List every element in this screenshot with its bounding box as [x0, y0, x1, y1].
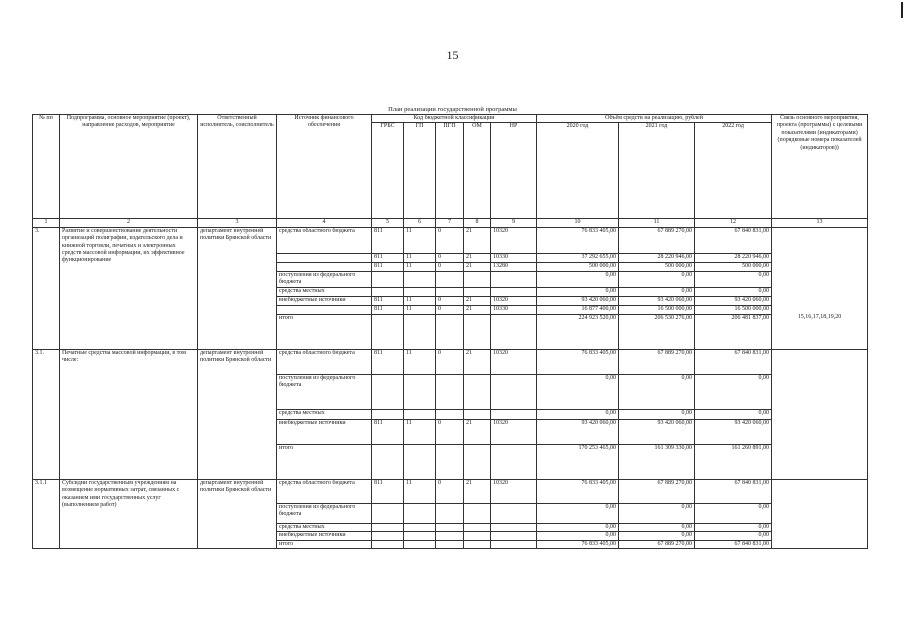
source-cell: итого: [277, 540, 372, 548]
source-cell: средства местных: [277, 287, 372, 296]
column-number: 6: [404, 219, 436, 227]
value-2021: 161 309 330,00: [619, 444, 695, 479]
pgp-cell: 0: [436, 253, 464, 262]
nr-cell: [491, 409, 537, 419]
value-2022: 28 220 946,00: [695, 253, 772, 262]
header-link: Связь основного мероприятия, проекта (программы) с целевыми показателями (индикаторами) (порядковые номера показателей (индикаторов)): [772, 115, 868, 219]
om-cell: 21: [464, 296, 491, 305]
nr-cell: [491, 503, 537, 523]
value-2021: 93 420 060,00: [619, 419, 695, 444]
value-2020: 0,00: [537, 271, 619, 287]
nr-cell: [491, 287, 537, 296]
section-number: 3.1.1: [33, 479, 60, 548]
grbs-cell: [372, 532, 404, 540]
value-2022: 0,00: [695, 409, 772, 419]
value-2020: 93 420 060,00: [537, 296, 619, 305]
section-name: Развитие и совершенствование деятельности организаций полиграфии, издательского дела и книжной торговли, печатных и электронных средств массовой информации, их эффективное функционирование: [60, 227, 198, 349]
om-cell: [464, 314, 491, 349]
gp-cell: [404, 409, 436, 419]
value-2022: 206 481 837,00: [695, 314, 772, 349]
table-row: [33, 349, 868, 374]
source-cell: средства местных: [277, 523, 372, 531]
gp-cell: [404, 314, 436, 349]
om-cell: [464, 287, 491, 296]
source-cell: средства областного бюджета: [277, 479, 372, 503]
column-number: 2: [60, 219, 198, 227]
scan-edge-mark: [901, 2, 903, 18]
value-2022: 161 260 891,00: [695, 444, 772, 479]
source-cell: внебюджетные источники: [277, 532, 372, 540]
gp-cell: 11: [404, 479, 436, 503]
nr-cell: 10330: [491, 305, 537, 314]
value-2021: 0,00: [619, 523, 695, 531]
grbs-cell: 811: [372, 349, 404, 374]
table-caption: План реализации государственной программы: [388, 106, 517, 113]
header-pgp: ПГП: [436, 123, 464, 219]
column-number: 8: [464, 219, 491, 227]
value-2021: 500 000,00: [619, 262, 695, 271]
nr-cell: 10320: [491, 349, 537, 374]
value-2022: 67 840 831,00: [695, 227, 772, 253]
column-number: 13: [772, 219, 868, 227]
om-cell: [464, 374, 491, 409]
source-cell: [277, 253, 372, 262]
column-number: 5: [372, 219, 404, 227]
pgp-cell: [436, 314, 464, 349]
value-2021: 206 530 276,00: [619, 314, 695, 349]
value-2020: 0,00: [537, 287, 619, 296]
gp-cell: [404, 287, 436, 296]
header-om: ОМ: [464, 123, 491, 219]
program-plan-table: [32, 114, 868, 549]
value-2021: 67 889 270,00: [619, 349, 695, 374]
nr-cell: 10320: [491, 296, 537, 305]
header-grbs: ГРБС: [372, 123, 404, 219]
grbs-cell: [372, 271, 404, 287]
nr-cell: [491, 314, 537, 349]
om-cell: 21: [464, 253, 491, 262]
nr-cell: 10320: [491, 227, 537, 253]
grbs-cell: 811: [372, 262, 404, 271]
nr-cell: 13280: [491, 262, 537, 271]
nr-cell: [491, 540, 537, 548]
value-2021: 0,00: [619, 532, 695, 540]
value-2020: 0,00: [537, 523, 619, 531]
section-3: [33, 227, 868, 349]
grbs-cell: [372, 409, 404, 419]
column-number: 7: [436, 219, 464, 227]
indicator-link: [772, 479, 868, 548]
table-row: [33, 479, 868, 503]
header-subprogram: Подпрограмма, основное мероприятие (проект), направление расходов, мероприятие: [60, 115, 198, 219]
value-2020: 37 292 655,00: [537, 253, 619, 262]
section-3-1: [33, 349, 868, 479]
om-cell: 21: [464, 227, 491, 253]
grbs-cell: [372, 314, 404, 349]
grbs-cell: 811: [372, 305, 404, 314]
value-2020: 0,00: [537, 409, 619, 419]
source-cell: итого: [277, 314, 372, 349]
om-cell: 21: [464, 479, 491, 503]
column-number: 11: [619, 219, 695, 227]
value-2022: 67 840 831,00: [695, 349, 772, 374]
header-2022: 2022 год: [695, 123, 772, 219]
nr-cell: 10330: [491, 253, 537, 262]
source-cell: поступления из федерального бюджета: [277, 503, 372, 523]
section-name: Субсидии государственным учреждениям на возмещение нормативных затрат, связанных с оказанием ими государственных услуг (выполнением работ): [60, 479, 198, 548]
pgp-cell: 0: [436, 305, 464, 314]
header-executor: Ответственный исполнитель, соисполнитель: [198, 115, 277, 219]
value-2022: 0,00: [695, 503, 772, 523]
value-2022: 67 840 831,00: [695, 540, 772, 548]
grbs-cell: [372, 444, 404, 479]
indicator-link: [772, 349, 868, 479]
value-2021: 67 889 270,00: [619, 540, 695, 548]
gp-cell: 11: [404, 262, 436, 271]
column-number: 1: [33, 219, 60, 227]
om-cell: [464, 444, 491, 479]
nr-cell: [491, 523, 537, 531]
om-cell: 21: [464, 419, 491, 444]
grbs-cell: 811: [372, 253, 404, 262]
column-number: 10: [537, 219, 619, 227]
section-3-1-1: [33, 479, 868, 548]
grbs-cell: 811: [372, 479, 404, 503]
value-2020: 0,00: [537, 374, 619, 409]
gp-cell: [404, 523, 436, 531]
value-2022: 67 840 831,00: [695, 479, 772, 503]
gp-cell: 11: [404, 253, 436, 262]
section-executor: департамент внутренней политики Брянской области: [198, 349, 277, 479]
grbs-cell: 811: [372, 227, 404, 253]
header-source: Источник финансового обеспечения: [277, 115, 372, 219]
value-2022: 93 420 060,00: [695, 296, 772, 305]
column-number: 3: [198, 219, 277, 227]
section-executor: департамент внутренней политики Брянской области: [198, 227, 277, 349]
pgp-cell: [436, 540, 464, 548]
column-number-row: [33, 219, 868, 227]
om-cell: 21: [464, 262, 491, 271]
om-cell: 21: [464, 305, 491, 314]
source-cell: средства местных: [277, 409, 372, 419]
value-2022: 0,00: [695, 532, 772, 540]
om-cell: [464, 271, 491, 287]
value-2022: 500 000,00: [695, 262, 772, 271]
nr-cell: [491, 444, 537, 479]
header-code-group: Код бюджетной классификации: [372, 115, 537, 123]
pgp-cell: [436, 287, 464, 296]
value-2020: 170 253 465,00: [537, 444, 619, 479]
value-2021: 16 500 000,00: [619, 305, 695, 314]
grbs-cell: [372, 523, 404, 531]
value-2022: 16 500 000,00: [695, 305, 772, 314]
value-2021: 0,00: [619, 271, 695, 287]
source-cell: [277, 305, 372, 314]
header-volume-group: Объём средств на реализацию, рублей: [537, 115, 772, 123]
pgp-cell: 0: [436, 227, 464, 253]
section-number: 3.: [33, 227, 60, 349]
column-number: 9: [491, 219, 537, 227]
value-2020: 0,00: [537, 503, 619, 523]
header-nr: НР: [491, 123, 537, 219]
value-2020: 76 833 405,00: [537, 540, 619, 548]
source-cell: внебюджетные источники: [277, 296, 372, 305]
gp-cell: [404, 444, 436, 479]
nr-cell: [491, 271, 537, 287]
source-cell: средства областного бюджета: [277, 349, 372, 374]
gp-cell: 11: [404, 349, 436, 374]
gp-cell: [404, 503, 436, 523]
section-name: Печатные средства массовой информации, в том числе:: [60, 349, 198, 479]
om-cell: 21: [464, 349, 491, 374]
value-2021: 0,00: [619, 503, 695, 523]
value-2021: 0,00: [619, 409, 695, 419]
grbs-cell: [372, 374, 404, 409]
pgp-cell: [436, 503, 464, 523]
value-2021: 67 889 270,00: [619, 479, 695, 503]
value-2021: 93 420 060,00: [619, 296, 695, 305]
value-2020: 76 833 405,00: [537, 227, 619, 253]
source-cell: средства областного бюджета: [277, 227, 372, 253]
nr-cell: 10320: [491, 419, 537, 444]
table-header: [33, 115, 868, 228]
gp-cell: [404, 532, 436, 540]
header-2021: 2021 год: [619, 123, 695, 219]
source-cell: поступления из федерального бюджета: [277, 374, 372, 409]
column-number: 4: [277, 219, 372, 227]
grbs-cell: 811: [372, 419, 404, 444]
pgp-cell: [436, 523, 464, 531]
nr-cell: [491, 374, 537, 409]
section-executor: департамент внутренней политики Брянской области: [198, 479, 277, 548]
value-2021: 28 220 946,00: [619, 253, 695, 262]
value-2020: 0,00: [537, 532, 619, 540]
value-2021: 67 889 270,00: [619, 227, 695, 253]
pgp-cell: 0: [436, 479, 464, 503]
value-2020: 224 923 520,00: [537, 314, 619, 349]
nr-cell: [491, 532, 537, 540]
pgp-cell: 0: [436, 419, 464, 444]
pgp-cell: [436, 444, 464, 479]
pgp-cell: [436, 532, 464, 540]
value-2021: 0,00: [619, 287, 695, 296]
value-2020: 16 877 400,00: [537, 305, 619, 314]
gp-cell: [404, 374, 436, 409]
pgp-cell: [436, 271, 464, 287]
gp-cell: 11: [404, 296, 436, 305]
source-cell: внебюджетные источники: [277, 419, 372, 444]
grbs-cell: [372, 287, 404, 296]
om-cell: [464, 503, 491, 523]
gp-cell: [404, 271, 436, 287]
grbs-cell: [372, 503, 404, 523]
grbs-cell: [372, 540, 404, 548]
pgp-cell: 0: [436, 262, 464, 271]
value-2022: 0,00: [695, 271, 772, 287]
header-num: № пп: [33, 115, 60, 219]
gp-cell: 11: [404, 227, 436, 253]
value-2020: 500 000,00: [537, 262, 619, 271]
source-cell: поступления из федерального бюджета: [277, 271, 372, 287]
value-2020: 76 833 405,00: [537, 479, 619, 503]
value-2022: 0,00: [695, 374, 772, 409]
source-cell: итого: [277, 444, 372, 479]
value-2022: 0,00: [695, 287, 772, 296]
value-2022: 93 420 060,00: [695, 419, 772, 444]
source-cell: [277, 262, 372, 271]
om-cell: [464, 409, 491, 419]
table-row: [33, 227, 868, 253]
gp-cell: 11: [404, 305, 436, 314]
om-cell: [464, 523, 491, 531]
pgp-cell: 0: [436, 296, 464, 305]
header-gp: ГП: [404, 123, 436, 219]
indicator-link: 15,16,17,18,19,20: [772, 314, 868, 349]
value-2022: 0,00: [695, 523, 772, 531]
nr-cell: 10320: [491, 479, 537, 503]
page-number: 15: [446, 48, 459, 62]
value-2021: 0,00: [619, 374, 695, 409]
header-2020: 2020 год: [537, 123, 619, 219]
pgp-cell: 0: [436, 349, 464, 374]
grbs-cell: 811: [372, 296, 404, 305]
section-number: 3.1.: [33, 349, 60, 479]
pgp-cell: [436, 409, 464, 419]
column-number: 12: [695, 219, 772, 227]
pgp-cell: [436, 374, 464, 409]
value-2020: 76 833 405,00: [537, 349, 619, 374]
om-cell: [464, 540, 491, 548]
gp-cell: 11: [404, 419, 436, 444]
gp-cell: [404, 540, 436, 548]
om-cell: [464, 532, 491, 540]
value-2020: 93 420 060,00: [537, 419, 619, 444]
link-cell: [772, 227, 868, 314]
